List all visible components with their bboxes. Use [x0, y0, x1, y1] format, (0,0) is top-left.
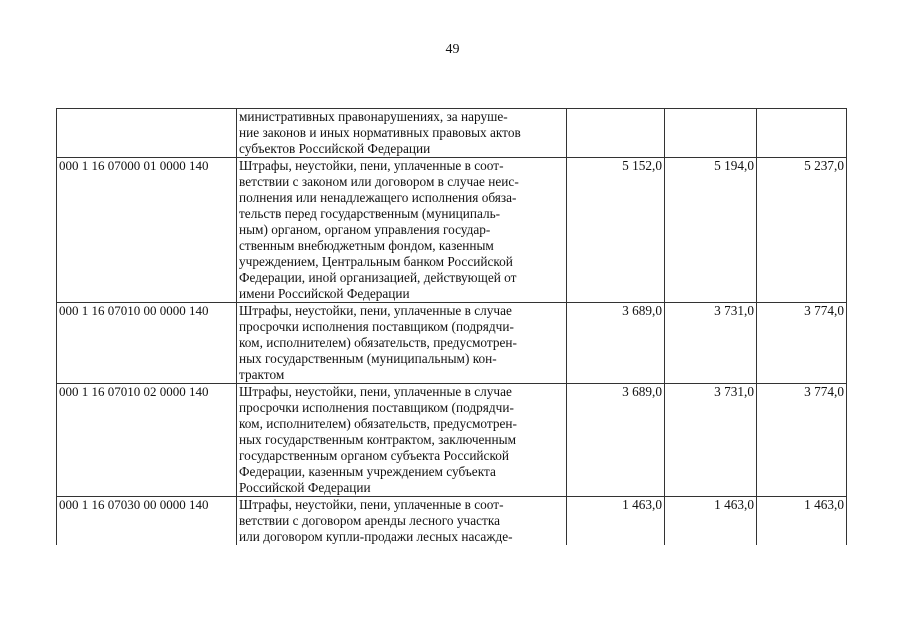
description-line: учреждением, Центральным банком Российской	[239, 254, 513, 269]
description-line: имени Российской Федерации	[239, 286, 410, 301]
description-line: ком, исполнителем) обязательств, предусмотрен-	[239, 335, 517, 350]
table-body	[57, 109, 847, 546]
budget-classification-code: 000 1 16 07010 00 0000 140	[57, 303, 237, 384]
amount-v2024: 3 731,0	[665, 384, 757, 497]
description-line: Штрафы, неустойки, пени, уплаченные в случае	[239, 384, 512, 399]
income-description	[237, 384, 567, 497]
description-line: ние законов и иных нормативных правовых актов	[239, 125, 521, 140]
table-row	[57, 109, 847, 158]
description-line: ветствии с законом или договором в случае неис-	[239, 174, 519, 189]
description-line: ным) органом, органом управления государ-	[239, 222, 491, 237]
amount-v2023	[567, 109, 665, 158]
description-line: Федерации, казенным учреждением субъекта	[239, 464, 496, 479]
description-line: или договором купли-продажи лесных насажде-	[239, 529, 513, 544]
amount-v2025: 5 237,0	[757, 158, 847, 303]
income-description	[237, 158, 567, 303]
description-line: ных государственным (муниципальным) кон-	[239, 351, 497, 366]
description-line: просрочки исполнения поставщиком (подрядчи-	[239, 400, 514, 415]
table-row	[57, 303, 847, 384]
income-description	[237, 303, 567, 384]
income-description	[237, 497, 567, 546]
amount-v2025	[757, 109, 847, 158]
description-line: трактом	[239, 367, 285, 382]
amount-v2023: 3 689,0	[567, 384, 665, 497]
description-line: ных государственным контрактом, заключенным	[239, 432, 516, 447]
amount-v2023: 5 152,0	[567, 158, 665, 303]
amount-v2023: 1 463,0	[567, 497, 665, 546]
description-line: тельств перед государственным (муниципаль-	[239, 206, 501, 221]
table-row	[57, 384, 847, 497]
amount-v2025: 3 774,0	[757, 303, 847, 384]
amount-v2024: 1 463,0	[665, 497, 757, 546]
budget-income-table	[56, 108, 847, 545]
description-line: Штрафы, неустойки, пени, уплаченные в соот-	[239, 158, 504, 173]
amount-v2024: 5 194,0	[665, 158, 757, 303]
budget-classification-code	[57, 109, 237, 158]
amount-v2024	[665, 109, 757, 158]
amount-v2025: 3 774,0	[757, 384, 847, 497]
description-line: ственным внебюджетным фондом, казенным	[239, 238, 494, 253]
description-line: Российской Федерации	[239, 480, 371, 495]
income-description	[237, 109, 567, 158]
description-line: государственным органом субъекта Российской	[239, 448, 510, 463]
description-line: субъектов Российской Федерации	[239, 141, 431, 156]
amount-v2024: 3 731,0	[665, 303, 757, 384]
page-number: 49	[445, 42, 460, 57]
table-row	[57, 497, 847, 546]
description-line: министративных правонарушениях, за наруше-	[239, 109, 508, 124]
description-line: ком, исполнителем) обязательств, предусмотрен-	[239, 416, 517, 431]
budget-classification-code: 000 1 16 07000 01 0000 140	[57, 158, 237, 303]
budget-classification-code: 000 1 16 07030 00 0000 140	[57, 497, 237, 546]
description-line: Штрафы, неустойки, пени, уплаченные в соот-	[239, 497, 504, 512]
budget-classification-code: 000 1 16 07010 02 0000 140	[57, 384, 237, 497]
description-line: Федерации, иной организацией, действующей от	[239, 270, 517, 285]
description-line: просрочки исполнения поставщиком (подрядчи-	[239, 319, 514, 334]
description-line: полнения или ненадлежащего исполнения обяза-	[239, 190, 517, 205]
description-line: ветствии с договором аренды лесного участка	[239, 513, 500, 528]
table-row	[57, 158, 847, 303]
amount-v2023: 3 689,0	[567, 303, 665, 384]
amount-v2025: 1 463,0	[757, 497, 847, 546]
description-line: Штрафы, неустойки, пени, уплаченные в случае	[239, 303, 512, 318]
